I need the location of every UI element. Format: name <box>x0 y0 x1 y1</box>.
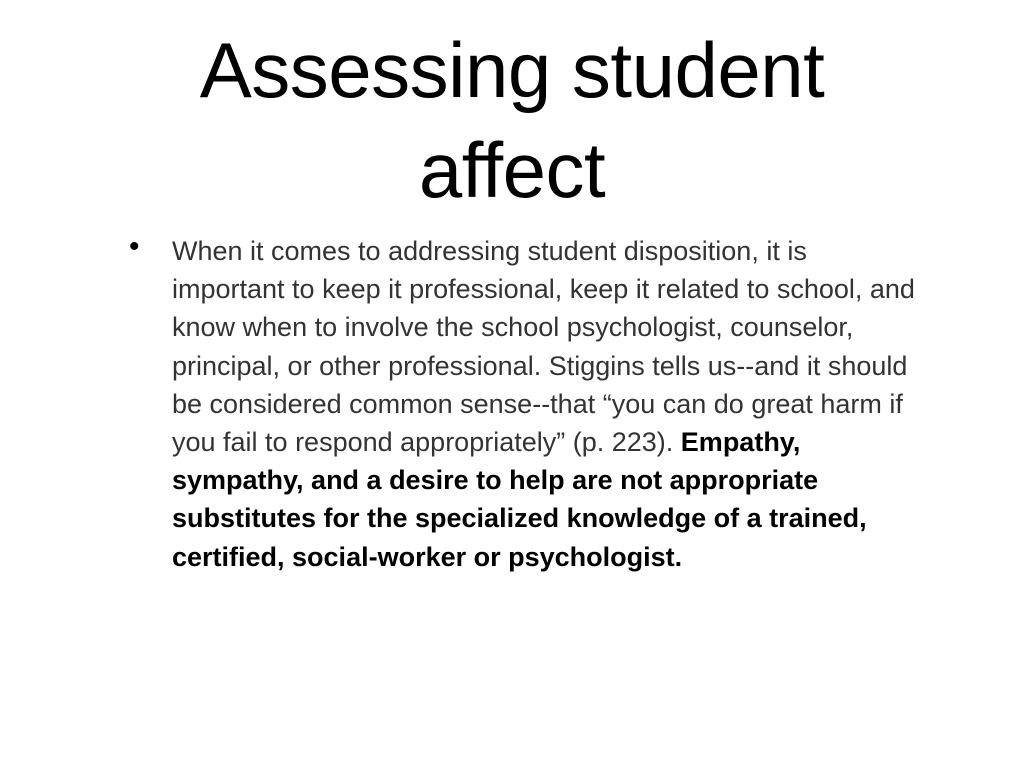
slide-title: Assessing student affect <box>199 26 825 214</box>
bullet-dot-icon: • <box>129 230 140 263</box>
bullet-emphasis-text: Empathy, sympathy, and a desire to help are not appropriate substitutes for the specialized knowledge of a trained, certified, social-worker or psychologist. <box>172 427 867 572</box>
bullet-text: When it comes to addressing student disposition, it is important to keep it professional, keep it related to school, and know when to involve the school psychologist, counselor, principal, or other professional. Stiggins tells us--and it should be considered common sense--that “you can do great harm if you fail to respond appropriately” (p. 223). <box>172 236 915 458</box>
bullet-list <box>128 232 918 576</box>
bullet-item <box>128 232 918 576</box>
